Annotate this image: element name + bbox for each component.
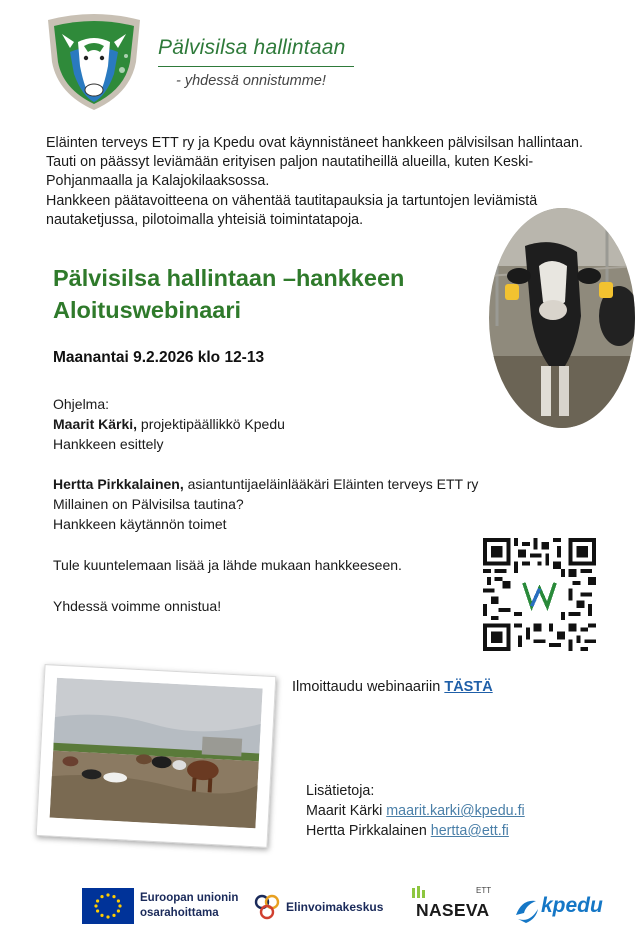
contact-2-name: Hertta Pirkkalainen [306,823,431,839]
logo-tagline: - yhdessä onnistumme! [176,73,326,89]
closing-text: Yhdessä voimme onnistua! [53,598,222,614]
logo-title: Pälvisilsa hallintaan [158,36,346,59]
elinvoimakeskus-label: Elinvoimakeskus [286,900,384,914]
intro-paragraph-2: Hankkeen päätavoitteena on vähentää tautitapauksia ja tartuntojen leviämistä nautaketjussa, pilotoimalla yhteisiä toimintatapoja. [46,192,538,228]
pasture-photo [36,664,277,848]
qr-code[interactable] [483,538,596,651]
kpedu-label: kpedu [541,894,603,917]
logo-divider [158,66,354,67]
contact-2-email-link[interactable]: hertta@ett.fi [430,823,509,839]
contact-1 [306,801,525,821]
naseva-label: NASEVA [416,900,490,920]
signup-line [292,679,493,695]
speaker-1-role: projektipäällikkö Kpedu [137,416,285,432]
program-block-2 [53,474,523,534]
event-date: Maanantai 9.2.2026 klo 12-13 [53,349,265,366]
program-heading: Ohjelma: [53,396,110,412]
eu-line-2: osarahoittama [140,907,219,919]
project-logo-shield [40,12,148,112]
speaker-1-name: Maarit Kärki, [53,416,138,432]
contact-1-email-link[interactable]: maarit.karki@kpedu.fi [386,803,525,819]
speaker-2 [53,474,523,494]
signup-text: Ilmoittaudu webinaariin [292,679,445,695]
intro-paragraph-1: Eläinten terveys ETT ry ja Kpedu ovat käynnistäneet hankkeen pälvisilsan hallintaan. Tauti on päässyt leviämään erityisen paljon nautatiheillä alueilla, kuten Keski-Pohjanmaalla ja Kalajokilaaksossa. [46,135,583,190]
speaker-2-role: asiantuntijaeläinlääkäri Eläinten terveys ETT ry [183,476,479,492]
contact-1-name: Maarit Kärki [306,803,387,819]
eu-funding-label [140,891,238,921]
eu-line-1: Euroopan unionin [140,892,239,904]
contact-2 [306,821,525,841]
invite-text: Tule kuuntelemaan lisää ja lähde mukaan hankkeeseen. [53,557,402,573]
speaker-2-topic-1: Millainen on Pälvisilsa tautina? [53,496,244,512]
speaker-2-name: Hertta Pirkkalainen, [53,476,184,492]
speaker-1-topic: Hankkeen esittely [53,436,164,452]
program-block-1 [53,394,523,454]
speaker-2-topic-2: Hankkeen käytännön toimet [53,516,227,532]
event-title: Pälvisilsa hallintaan –hankkeen Aloituswebinaari [53,265,405,323]
speaker-1 [53,414,523,434]
signup-link[interactable]: TÄSTÄ [444,679,493,695]
contact-heading: Lisätietoja: [306,783,375,799]
contact-info [306,781,525,841]
elinvoimakeskus-logo-icon [254,893,280,921]
naseva-ett-label: ETT [476,886,492,895]
eu-flag-icon [82,888,134,924]
